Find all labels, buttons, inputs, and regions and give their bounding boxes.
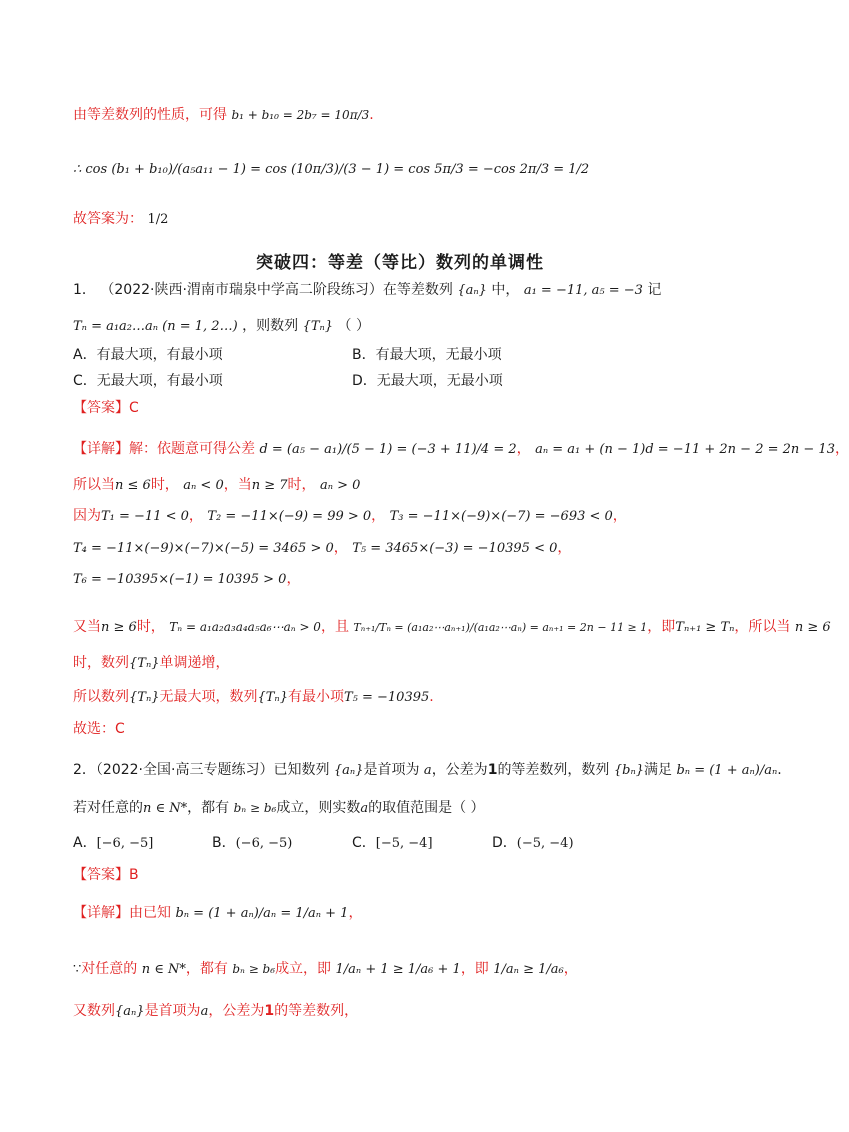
text: ，都有 <box>185 961 228 977</box>
text: 时，数列 <box>73 655 129 671</box>
formula: n ≥ 6 <box>101 620 137 635</box>
solution-line-2 <box>73 158 589 181</box>
text: 的等差数列，数列 <box>497 762 610 778</box>
text: ，都有 <box>187 800 230 816</box>
text: 又数列 <box>73 1003 115 1019</box>
q1-option-c[interactable] <box>73 370 223 392</box>
option-text: (−6, −5) <box>235 836 293 851</box>
formula: {Tₙ} <box>129 690 160 705</box>
q2-option-a[interactable] <box>73 832 153 855</box>
formula: {aₙ} <box>333 763 364 778</box>
q2-stem-line-2 <box>73 797 485 820</box>
q2-number: 2． <box>73 762 96 778</box>
q1-detail-line-4: T₄ = −11×(−9)×(−7)×(−5) = 3465 > 0， T₅ = 3465×(−3) = −10395 < 0， <box>73 540 572 556</box>
q2-option-c[interactable] <box>352 832 433 855</box>
option-text: 有最大项，有最小项 <box>96 347 223 363</box>
formula: {bₙ} <box>613 763 645 778</box>
option-label: D． <box>492 835 517 851</box>
q1-def-text: ，则数列 <box>242 318 299 334</box>
text: 时， <box>150 477 179 493</box>
formula: T₆ = −10395×(−1) = 10395 > 0 <box>73 572 287 587</box>
formula: a <box>423 763 432 778</box>
because-symbol: ∵ <box>73 962 82 977</box>
formula: bₙ ≥ b₆ <box>233 801 277 815</box>
text: 1 <box>264 1003 275 1019</box>
option-text: (−5, −4) <box>516 836 574 851</box>
formula: 1/aₙ + 1 ≥ 1/a₆ + 1 <box>335 962 461 977</box>
q1-option-a[interactable] <box>73 344 223 366</box>
solution-formula: b₁ + b₁₀ = 2b₇ = 10π/3 <box>231 108 370 122</box>
text: 满足 <box>644 762 673 778</box>
option-text: [−5, −4] <box>375 836 433 851</box>
text: 有最小项 <box>287 689 344 705</box>
q1-answer: 【答案】C <box>73 400 139 416</box>
section-title: 突破四：等差（等比）数列的单调性 <box>256 253 544 273</box>
formula: {Tₙ} <box>257 690 288 705</box>
text: ，当 <box>223 477 252 493</box>
q1-tail: 记 <box>647 282 662 298</box>
q2-source: （2022·全国·高三专题练习）已知数列 <box>95 762 330 778</box>
formula: Tₙ₊₁/Tₙ = (a₁a₂⋯aₙ₊₁)/(a₁a₂⋯aₙ) = aₙ₊₁ = 2n − 11 ≥ 1 <box>353 621 648 634</box>
text: 时， <box>287 477 316 493</box>
formula: T₁ = −11 < 0 <box>101 509 189 524</box>
formula: T₄ = −11×(−9)×(−7)×(−5) = 3465 > 0 <box>73 541 334 556</box>
formula: Tₙ₊₁ ≥ Tₙ <box>675 620 735 635</box>
formula: bₙ = (1 + aₙ)/aₙ <box>676 763 778 778</box>
q1-detail-line-3: 因为T₁ = −11 < 0， T₂ = −11×(−9) = 99 > 0， T₃ = −11×(−9)×(−7) = −693 < 0， <box>73 508 627 524</box>
q1-option-b[interactable] <box>352 344 502 366</box>
answer-value: 1/2 <box>147 212 169 227</box>
q1-seq: {aₙ} <box>457 283 487 298</box>
q1-detail-line-2 <box>73 474 360 497</box>
text: ，即 <box>460 961 489 977</box>
formula: bₙ ≥ b₆ <box>232 962 276 976</box>
text: 又当 <box>73 619 101 635</box>
q1-def-math: Tₙ = a₁a₂…aₙ (n = 1, 2…) <box>73 319 238 334</box>
text: ，所以当 <box>734 619 791 635</box>
cos-formula: ∴ cos (b₁ + b₁₀)/(a₅a₁₁ − 1) = cos (10π/3)/(3 − 1) = cos 5π/3 = −cos 2π/3 = 1/2 <box>73 162 590 177</box>
formula: T₅ = −10395 <box>343 690 430 705</box>
formula: aₙ < 0 <box>183 478 224 493</box>
q1-detail-line-1: 【详解】解：依题意可得公差 d = (a₅ − a₁)/(5 − 1) = (−3 + 11)/4 = 2， aₙ = a₁ + (n − 1)d = −11 + 2n − 2 = 2n − 13， <box>73 441 849 457</box>
formula: T₂ = −11×(−9) = 99 > 0 <box>207 509 372 524</box>
text: ，且 <box>320 619 349 635</box>
option-label: B． <box>212 835 236 851</box>
option-text: 无最大项，有最小项 <box>96 373 223 389</box>
formula: n ≥ 6 <box>794 620 831 635</box>
text: 是首项为 <box>363 762 420 778</box>
text: 1 <box>487 762 498 778</box>
formula: a <box>360 801 369 816</box>
formula: aₙ > 0 <box>319 478 361 493</box>
q1-stem-line-1 <box>73 279 661 302</box>
option-label: C． <box>352 835 376 851</box>
text: ，公差为 <box>208 1003 265 1019</box>
text: 因为 <box>73 508 101 524</box>
q1-stem-line-2 <box>73 315 370 338</box>
text: 所以数列 <box>73 689 129 705</box>
q1-choice: 故选：C <box>73 721 125 737</box>
option-text: 有最大项，无最小项 <box>375 347 502 363</box>
text: 所以当 <box>73 477 115 493</box>
formula: n ∈ N* <box>141 962 186 977</box>
q2-stem-line-1: 2．（2022·全国·高三专题练习）已知数列 {aₙ}是首项为 a，公差为1的等差数列，数列 {bₙ}满足 bₙ = (1 + aₙ)/aₙ. <box>73 762 782 778</box>
formula: n ≤ 6 <box>115 478 151 493</box>
q2-option-b[interactable] <box>212 832 292 855</box>
text: 的等差数列， <box>274 1003 359 1019</box>
text: 是首项为 <box>144 1003 201 1019</box>
formula: bₙ = (1 + aₙ)/aₙ = 1/aₙ + 1 <box>175 906 349 921</box>
formula: d = (a₅ − a₁)/(5 − 1) = (−3 + 11)/4 = 2 <box>259 442 517 457</box>
option-text: 无最大项，无最小项 <box>376 373 503 389</box>
option-label: A． <box>73 835 97 851</box>
option-label: D． <box>352 373 377 389</box>
q1-source: （2022·陕西·渭南市瑞泉中学高二阶段练习）在等差数列 <box>100 282 453 298</box>
text: 由已知 <box>129 905 171 921</box>
text: 时， <box>136 619 165 635</box>
answer-line <box>73 208 168 231</box>
formula: aₙ = a₁ + (n − 1)d = −11 + 2n − 2 = 2n − 13 <box>535 442 835 457</box>
option-text: [−6, −5] <box>96 836 154 851</box>
detail-text: 解：依题意可得公差 <box>129 441 255 457</box>
text: 成立，即 <box>275 961 332 977</box>
text: 的取值范围是（ ） <box>368 800 485 816</box>
q1-detail-line-8: 所以数列{Tₙ}无最大项，数列{Tₙ}有最小项T₅ = −10395. <box>73 689 434 705</box>
formula: Tₙ = a₁a₂a₃a₄a₅a₆⋯aₙ > 0 <box>169 620 321 634</box>
q1-def-seq: {Tₙ} <box>302 319 334 334</box>
answer-label: 故答案为： <box>73 211 143 227</box>
text: 对任意的 <box>81 961 138 977</box>
formula: n ∈ N* <box>143 801 188 816</box>
q1-def-end: （ ） <box>337 318 370 334</box>
q1-detail-line-5: T₆ = −10395×(−1) = 10395 > 0， <box>73 571 301 587</box>
q2-detail-line-3 <box>73 1000 358 1023</box>
solution-line-1: 由等差数列的性质，可得 b₁ + b₁₀ = 2b₇ = 10π/3. <box>73 107 374 123</box>
text: ，公差为 <box>431 762 488 778</box>
solution-text: 由等差数列的性质，可得 <box>73 107 227 123</box>
q2-answer: 【答案】B <box>73 867 139 883</box>
q1-mid: 中， <box>491 282 520 298</box>
text: 成立，则实数 <box>276 800 361 816</box>
formula: T₅ = 3465×(−3) = −10395 < 0 <box>352 541 558 556</box>
option-label: C． <box>73 373 97 389</box>
text: 无最大项，数列 <box>159 689 258 705</box>
q1-detail-line-6 <box>73 616 831 639</box>
formula: {aₙ} <box>115 1004 145 1019</box>
q2-detail-line-2: ∵对任意的 n ∈ N*，都有 bₙ ≥ b₆成立，即 1/aₙ + 1 ≥ 1/a₆ + 1，即 1/aₙ ≥ 1/a₆， <box>73 961 578 977</box>
text: ，即 <box>647 619 676 635</box>
formula: a <box>200 1004 209 1019</box>
q1-detail-line-7 <box>73 652 229 675</box>
detail-label: 【详解】 <box>73 905 129 921</box>
q2-option-d[interactable] <box>492 832 574 855</box>
q1-option-d[interactable] <box>352 370 503 392</box>
formula: T₃ = −11×(−9)×(−7) = −693 < 0 <box>389 509 613 524</box>
q2-detail-line-1: 【详解】由已知 bₙ = (1 + aₙ)/aₙ = 1/aₙ + 1， <box>73 905 363 921</box>
q1-given: a₁ = −11, a₅ = −3 <box>523 283 643 298</box>
formula: 1/aₙ ≥ 1/a₆ <box>493 962 564 977</box>
q1-number: 1． <box>73 282 96 298</box>
text: 单调递增， <box>159 655 230 671</box>
formula: {Tₙ} <box>129 656 160 671</box>
detail-label: 【详解】 <box>73 441 129 457</box>
option-label: A． <box>73 347 97 363</box>
formula: n ≥ 7 <box>251 478 288 493</box>
option-label: B． <box>352 347 376 363</box>
text: 若对任意的 <box>73 800 143 816</box>
